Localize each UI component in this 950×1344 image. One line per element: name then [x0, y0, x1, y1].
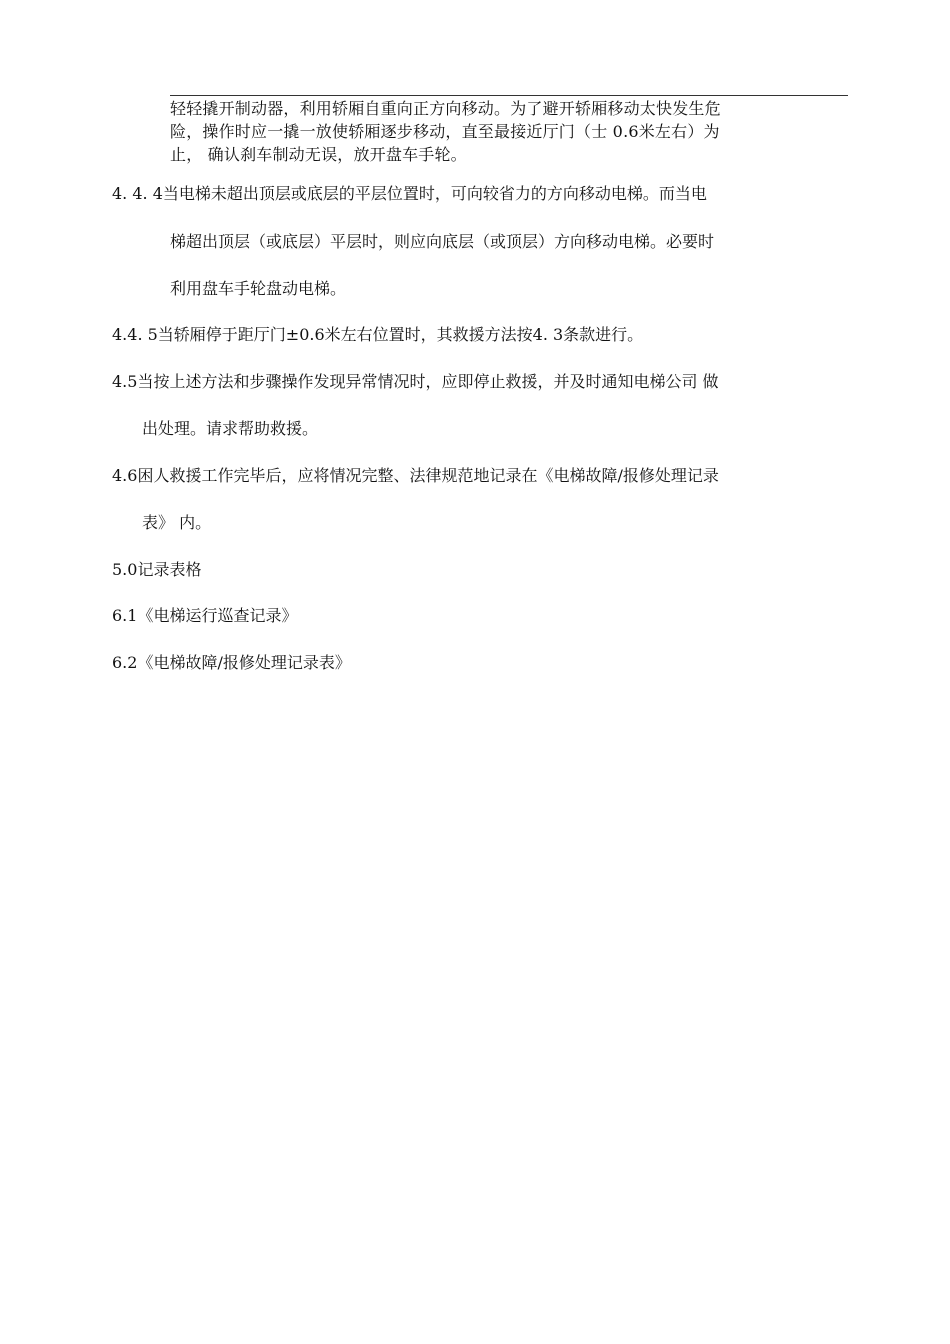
text-line: 4.4. 5当轿厢停于距厅门±0.6米左右位置时，其救援方法按4. 3条款进行。 — [112, 325, 644, 344]
text-line: 4.6困人救援工作完毕后，应将情况完整、法律规范地记录在《电梯故障/报修处理记录 — [112, 466, 719, 485]
text-line: 险，操作时应一撬一放使轿厢逐步移动，直至最接近厅门（士 0.6米左右）为 — [170, 122, 720, 141]
text-line: 4.5当按上述方法和步骤操作发现异常情况时，应即停止救援，并及时通知电梯公司 做 — [112, 372, 719, 391]
text-line: 利用盘车手轮盘动电梯。 — [170, 279, 347, 298]
text-line: 4. 4. 4当电梯未超出顶层或底层的平层位置时，可向较省力的方向移动电梯。而当电 — [112, 184, 707, 203]
continuation-paragraph — [170, 97, 850, 166]
list-item: 6.1《电梯运行巡查记录》 — [112, 606, 298, 625]
text-line: 梯超出顶层（或底层）平层时，则应向底层（或顶层）方向移动电梯。必要时 — [170, 232, 715, 251]
text-line: 表》 内。 — [142, 513, 212, 532]
header-rule — [170, 95, 848, 96]
section-heading: 5.0记录表格 — [112, 560, 202, 579]
text-line: 止， 确认刹车制动无误，放开盘车手轮。 — [170, 145, 467, 164]
list-item: 6.2《电梯故障/报修处理记录表》 — [112, 653, 351, 672]
text-line: 轻轻撬开制动器，利用轿厢自重向正方向移动。为了避开轿厢移动太快发生危 — [170, 99, 721, 118]
text-line: 出处理。请求帮助救援。 — [142, 419, 319, 438]
